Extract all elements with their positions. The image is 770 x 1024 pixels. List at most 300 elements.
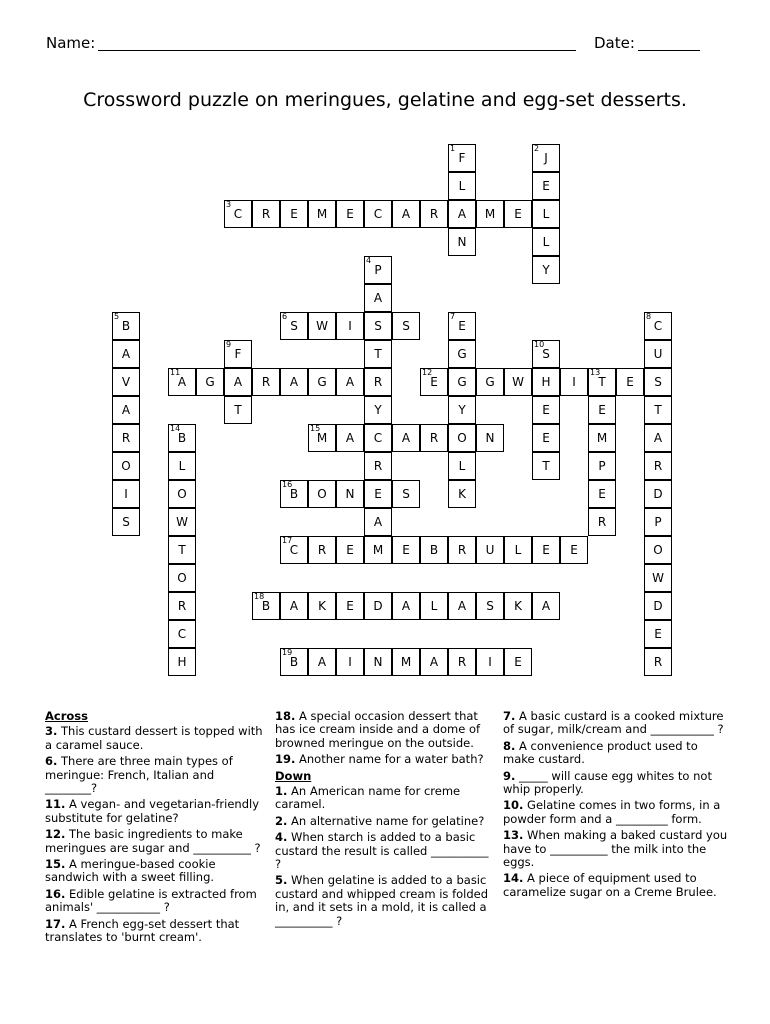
grid-cell[interactable] xyxy=(308,480,336,508)
cell-letter: D xyxy=(653,599,663,613)
grid-cell[interactable] xyxy=(112,396,140,424)
cell-letter: O xyxy=(457,431,467,445)
clue-down-5: 5. When gelatine is added to a basic custard and whipped cream is folded in, and it sets in a mold, it is called a __________ ? xyxy=(275,873,489,928)
cell-letter: E xyxy=(542,431,550,445)
grid-cell[interactable] xyxy=(196,368,224,396)
grid-cell[interactable] xyxy=(532,228,560,256)
grid-cell[interactable] xyxy=(532,172,560,200)
grid-cell[interactable] xyxy=(308,368,336,396)
grid-cell[interactable] xyxy=(364,312,392,340)
grid-cell[interactable] xyxy=(392,592,420,620)
grid-cell[interactable] xyxy=(308,536,336,564)
grid-cell[interactable] xyxy=(364,536,392,564)
cell-letter: B xyxy=(289,655,299,669)
cell-letter: Y xyxy=(374,403,382,417)
cell-letter: K xyxy=(458,487,466,501)
grid-cell[interactable] xyxy=(476,424,504,452)
cell-letter: R xyxy=(261,375,271,389)
grid-cell[interactable] xyxy=(448,592,476,620)
cell-letter: G xyxy=(205,375,215,389)
cell-letter: E xyxy=(374,487,382,501)
grid-cell[interactable] xyxy=(364,340,392,368)
cell-letter: E xyxy=(514,655,522,669)
grid-cell[interactable] xyxy=(420,592,448,620)
grid-cell[interactable] xyxy=(476,368,504,396)
clue-number: 10 xyxy=(534,340,545,349)
grid-cell[interactable] xyxy=(280,536,308,564)
cell-letter: L xyxy=(542,235,550,249)
cell-letter: L xyxy=(458,459,466,473)
grid-cell[interactable] xyxy=(112,340,140,368)
across-heading: Across xyxy=(45,709,88,723)
cell-letter: C xyxy=(653,319,663,333)
cell-letter: R xyxy=(121,431,131,445)
cell-letter: I xyxy=(348,319,352,333)
clue-down-2: 2. An alternative name for gelatine? xyxy=(275,813,485,828)
grid-cell[interactable] xyxy=(168,452,196,480)
cell-letter: O xyxy=(177,487,187,501)
cell-letter: L xyxy=(542,207,550,221)
cell-letter: M xyxy=(400,655,412,669)
grid-cell[interactable] xyxy=(364,284,392,312)
clue-number: 11 xyxy=(170,368,181,377)
cell-letter: M xyxy=(484,207,496,221)
cell-letter: E xyxy=(514,207,522,221)
cell-letter: R xyxy=(373,459,383,473)
cell-letter: A xyxy=(345,431,355,445)
grid-cell[interactable] xyxy=(280,200,308,228)
cell-letter: E xyxy=(626,375,634,389)
grid-cell[interactable] xyxy=(588,368,616,396)
grid-cell[interactable] xyxy=(168,368,196,396)
grid-cell[interactable] xyxy=(504,648,532,676)
clue-number: 16 xyxy=(282,480,293,489)
grid-cell[interactable] xyxy=(420,424,448,452)
cell-letter: E xyxy=(402,543,410,557)
grid-cell[interactable] xyxy=(112,480,140,508)
grid-cell[interactable] xyxy=(168,424,196,452)
grid-cell[interactable] xyxy=(392,480,420,508)
cell-letter: M xyxy=(372,543,384,557)
grid-cell[interactable] xyxy=(588,452,616,480)
grid-cell[interactable] xyxy=(532,200,560,228)
grid-cell[interactable] xyxy=(644,424,672,452)
grid-cell[interactable] xyxy=(420,200,448,228)
cell-letter: H xyxy=(541,375,551,389)
cell-letter: A xyxy=(401,431,411,445)
grid-cell[interactable] xyxy=(280,648,308,676)
cell-letter: E xyxy=(570,543,578,557)
grid-cell[interactable] xyxy=(308,200,336,228)
cell-letter: R xyxy=(429,207,439,221)
cell-letter: R xyxy=(597,515,607,529)
cell-letter: I xyxy=(124,487,128,501)
clue-number: 8 xyxy=(646,312,652,321)
cell-letter: E xyxy=(346,543,354,557)
clue-number: 4 xyxy=(366,256,372,265)
cell-letter: R xyxy=(373,375,383,389)
grid-cell[interactable] xyxy=(308,648,336,676)
grid-cell[interactable] xyxy=(644,564,672,592)
cell-letter: A xyxy=(401,207,411,221)
cell-letter: K xyxy=(514,599,522,613)
cell-letter: S xyxy=(374,319,382,333)
grid-cell[interactable] xyxy=(448,144,476,172)
cell-letter: C xyxy=(289,543,299,557)
grid-cell[interactable] xyxy=(112,368,140,396)
cell-letter: I xyxy=(572,375,576,389)
grid-cell[interactable] xyxy=(392,648,420,676)
grid-cell[interactable] xyxy=(448,536,476,564)
grid-cell[interactable] xyxy=(252,592,280,620)
grid-cell[interactable] xyxy=(476,200,504,228)
grid-cell[interactable] xyxy=(644,536,672,564)
clue-number: 12 xyxy=(422,368,433,377)
grid-cell[interactable] xyxy=(392,312,420,340)
clue-across-6: 6. There are three main types of meringue: French, Italian and ________? xyxy=(45,754,233,796)
cell-letter: E xyxy=(542,403,550,417)
clue-number: 9 xyxy=(226,340,232,349)
clues-column-3 xyxy=(503,710,728,902)
grid-cell[interactable] xyxy=(448,480,476,508)
grid-cell[interactable] xyxy=(168,564,196,592)
grid-cell[interactable] xyxy=(112,424,140,452)
cell-letter: R xyxy=(429,431,439,445)
grid-cell[interactable] xyxy=(532,340,560,368)
cell-letter: P xyxy=(374,263,382,277)
grid-cell[interactable] xyxy=(308,312,336,340)
grid-cell[interactable] xyxy=(364,368,392,396)
clues-column-1 xyxy=(45,710,267,948)
cell-letter: I xyxy=(348,655,352,669)
grid-cell[interactable] xyxy=(336,200,364,228)
cell-letter: S xyxy=(542,347,550,361)
cell-letter: E xyxy=(654,627,662,641)
grid-cell[interactable] xyxy=(112,312,140,340)
cell-letter: S xyxy=(402,319,410,333)
grid-cell[interactable] xyxy=(588,480,616,508)
grid-cell[interactable] xyxy=(504,368,532,396)
clue-number: 17 xyxy=(282,536,293,545)
cell-letter: C xyxy=(373,431,383,445)
cell-letter: F xyxy=(234,347,242,361)
grid-cell[interactable] xyxy=(168,480,196,508)
cell-letter: L xyxy=(178,459,186,473)
clue-down-4: 4. When starch is added to a basic custard the result is called __________ ? xyxy=(275,830,489,872)
cell-letter: Y xyxy=(458,403,466,417)
cell-letter: T xyxy=(234,403,242,417)
grid-cell[interactable] xyxy=(392,536,420,564)
grid-cell[interactable] xyxy=(532,368,560,396)
cell-letter: T xyxy=(598,375,606,389)
clue-across-11: 11. A vegan- and vegetarian-friendly substitute for gelatine? xyxy=(45,797,260,825)
cell-letter: G xyxy=(317,375,327,389)
cell-letter: A xyxy=(177,375,187,389)
cell-letter: W xyxy=(176,515,188,529)
grid-cell[interactable] xyxy=(644,312,672,340)
cell-letter: A xyxy=(317,655,327,669)
grid-cell[interactable] xyxy=(588,424,616,452)
grid-cell[interactable] xyxy=(644,340,672,368)
grid-cell[interactable] xyxy=(336,312,364,340)
grid-cell[interactable] xyxy=(280,368,308,396)
cell-letter: R xyxy=(317,543,327,557)
cell-letter: G xyxy=(457,347,467,361)
grid-cell[interactable] xyxy=(644,480,672,508)
grid-cell[interactable] xyxy=(504,200,532,228)
clue-across-17: 17. A French egg-set dessert that translates to 'burnt cream'. xyxy=(45,916,240,945)
grid-cell[interactable] xyxy=(364,648,392,676)
grid-cell[interactable] xyxy=(112,508,140,536)
grid-cell[interactable] xyxy=(448,368,476,396)
grid-cell[interactable] xyxy=(280,480,308,508)
grid-cell[interactable] xyxy=(448,452,476,480)
cell-letter: E xyxy=(542,543,550,557)
cell-letter: T xyxy=(178,543,186,557)
cell-letter: T xyxy=(654,403,662,417)
grid-cell[interactable] xyxy=(532,424,560,452)
grid-cell[interactable] xyxy=(224,200,252,228)
grid-cell[interactable] xyxy=(532,536,560,564)
grid-cell[interactable] xyxy=(392,424,420,452)
grid-cell[interactable] xyxy=(476,592,504,620)
grid-cell[interactable] xyxy=(252,368,280,396)
cell-letter: D xyxy=(373,599,383,613)
cell-letter: S xyxy=(486,599,494,613)
clue-number: 19 xyxy=(282,648,293,657)
grid-cell[interactable] xyxy=(504,592,532,620)
cell-letter: C xyxy=(177,627,187,641)
grid-cell[interactable] xyxy=(364,452,392,480)
grid-cell[interactable] xyxy=(336,592,364,620)
cell-letter: U xyxy=(485,543,495,557)
cell-letter: P xyxy=(654,515,662,529)
cell-letter: D xyxy=(653,487,663,501)
cell-letter: R xyxy=(653,655,663,669)
cell-letter: G xyxy=(457,375,467,389)
grid-cell[interactable] xyxy=(476,648,504,676)
cell-letter: M xyxy=(596,431,608,445)
cell-letter: S xyxy=(654,375,662,389)
clue-number: 2 xyxy=(534,144,540,153)
cell-letter: J xyxy=(544,151,548,165)
grid-cell[interactable] xyxy=(504,536,532,564)
clue-across-18: 18. A special occasion dessert that has ice cream inside and a dome of browned meringue on the outside. xyxy=(275,709,481,750)
cell-letter: C xyxy=(373,207,383,221)
cell-letter: A xyxy=(457,207,467,221)
grid-cell[interactable] xyxy=(364,396,392,424)
page-title: Crossword puzzle on meringues, gelatine and egg-set desserts. xyxy=(83,89,687,111)
cell-letter: E xyxy=(598,487,606,501)
clue-across-12: 12. The basic ingredients to make meringues are sugar and __________ ? xyxy=(45,827,261,855)
grid-cell[interactable] xyxy=(364,200,392,228)
grid-cell[interactable] xyxy=(616,368,644,396)
grid-cell[interactable] xyxy=(224,368,252,396)
clue-number: 6 xyxy=(282,312,288,321)
grid-cell[interactable] xyxy=(448,172,476,200)
grid-cell[interactable] xyxy=(336,480,364,508)
clue-across-3: 3. This custard dessert is topped with a caramel sauce. xyxy=(45,724,263,752)
cell-letter: A xyxy=(121,403,131,417)
cell-letter: O xyxy=(177,571,187,585)
grid-cell[interactable] xyxy=(448,340,476,368)
grid-cell[interactable] xyxy=(336,368,364,396)
grid-cell[interactable] xyxy=(644,620,672,648)
cell-letter: K xyxy=(318,599,326,613)
cell-letter: A xyxy=(541,599,551,613)
clue-number: 14 xyxy=(170,424,181,433)
cell-letter: E xyxy=(458,319,466,333)
cell-letter: A xyxy=(373,515,383,529)
cell-letter: A xyxy=(345,375,355,389)
clue-down-8: 8. A convenience product used to make custard. xyxy=(503,738,698,767)
cell-letter: R xyxy=(261,207,271,221)
grid-cell[interactable] xyxy=(364,424,392,452)
cell-letter: S xyxy=(290,319,298,333)
grid-cell[interactable] xyxy=(448,648,476,676)
grid-cell[interactable] xyxy=(364,508,392,536)
cell-letter: B xyxy=(429,543,439,557)
grid-cell[interactable] xyxy=(364,480,392,508)
cell-letter: O xyxy=(317,487,327,501)
grid-cell[interactable] xyxy=(532,256,560,284)
grid-cell[interactable] xyxy=(420,368,448,396)
grid-cell[interactable] xyxy=(448,396,476,424)
grid-cell[interactable] xyxy=(280,592,308,620)
grid-cell[interactable] xyxy=(224,340,252,368)
cell-letter: W xyxy=(652,571,664,585)
cell-letter: T xyxy=(374,347,382,361)
cell-letter: A xyxy=(373,291,383,305)
grid-cell[interactable] xyxy=(532,396,560,424)
grid-cell[interactable] xyxy=(168,620,196,648)
grid-cell[interactable] xyxy=(644,508,672,536)
cell-letter: M xyxy=(316,431,328,445)
cell-letter: L xyxy=(458,179,466,193)
cell-letter: W xyxy=(512,375,524,389)
grid-cell[interactable] xyxy=(420,536,448,564)
grid-cell[interactable] xyxy=(588,508,616,536)
cell-letter: U xyxy=(653,347,663,361)
down-heading: Down xyxy=(275,768,312,783)
cell-letter: L xyxy=(430,599,438,613)
grid-cell[interactable] xyxy=(336,648,364,676)
grid-cell[interactable] xyxy=(308,424,336,452)
cell-letter: B xyxy=(261,599,271,613)
clue-number: 5 xyxy=(114,312,120,321)
cell-letter: C xyxy=(233,207,243,221)
cell-letter: B xyxy=(289,487,299,501)
cell-letter: A xyxy=(401,599,411,613)
cell-letter: E xyxy=(290,207,298,221)
grid-cell[interactable] xyxy=(448,424,476,452)
cell-letter: S xyxy=(402,487,410,501)
cell-letter: R xyxy=(653,459,663,473)
cell-letter: B xyxy=(177,431,187,445)
cell-letter: A xyxy=(457,599,467,613)
clue-number: 13 xyxy=(590,368,601,377)
grid-cell[interactable] xyxy=(112,452,140,480)
cell-letter: N xyxy=(457,235,467,249)
cell-letter: B xyxy=(121,319,131,333)
grid-cell[interactable] xyxy=(644,648,672,676)
grid-cell[interactable] xyxy=(532,592,560,620)
cell-letter: I xyxy=(488,655,492,669)
cell-letter: A xyxy=(233,375,243,389)
grid-cell[interactable] xyxy=(308,592,336,620)
cell-letter: E xyxy=(598,403,606,417)
grid-cell[interactable] xyxy=(364,592,392,620)
grid-cell[interactable] xyxy=(364,256,392,284)
cell-letter: L xyxy=(514,543,522,557)
clue-across-15: 15. A meringue-based cookie sandwich with a sweet filling. xyxy=(45,857,216,885)
clue-number: 15 xyxy=(310,424,321,433)
grid-cell[interactable] xyxy=(336,424,364,452)
cell-letter: O xyxy=(653,543,663,557)
cell-letter: N xyxy=(373,655,383,669)
grid-cell[interactable] xyxy=(280,312,308,340)
cell-letter: P xyxy=(598,459,606,473)
date-label: Date: xyxy=(594,34,635,52)
grid-cell[interactable] xyxy=(168,508,196,536)
grid-cell[interactable] xyxy=(448,228,476,256)
clue-down-7: 7. A basic custard is a cooked mixture of sugar, milk/cream and ___________ ? xyxy=(503,709,724,737)
cell-letter: E xyxy=(346,207,354,221)
grid-cell[interactable] xyxy=(560,536,588,564)
cell-letter: F xyxy=(458,151,466,165)
cell-letter: S xyxy=(122,515,130,529)
grid-cell[interactable] xyxy=(532,144,560,172)
clue-down-10: 10. Gelatine comes in two forms, in a powder form and a _________ form. xyxy=(503,798,721,826)
clues-column-2 xyxy=(275,710,490,931)
cell-letter: E xyxy=(542,179,550,193)
cell-letter: N xyxy=(345,487,355,501)
grid-cell[interactable] xyxy=(168,536,196,564)
grid-cell[interactable] xyxy=(420,648,448,676)
grid-cell[interactable] xyxy=(644,396,672,424)
cell-letter: M xyxy=(316,207,328,221)
cell-letter: H xyxy=(177,655,187,669)
clue-across-19: 19. Another name for a water bath? xyxy=(275,752,484,767)
grid-cell[interactable] xyxy=(560,368,588,396)
grid-cell[interactable] xyxy=(448,312,476,340)
grid-cell[interactable] xyxy=(252,200,280,228)
grid-cell[interactable] xyxy=(588,396,616,424)
grid-cell[interactable] xyxy=(476,536,504,564)
grid-cell[interactable] xyxy=(644,592,672,620)
cell-letter: N xyxy=(485,431,495,445)
grid-cell[interactable] xyxy=(168,648,196,676)
clue-down-1: 1. An American name for creme caramel. xyxy=(275,784,461,812)
grid-cell[interactable] xyxy=(168,592,196,620)
grid-cell[interactable] xyxy=(644,368,672,396)
name-label: Name: xyxy=(46,34,96,52)
grid-cell[interactable] xyxy=(448,200,476,228)
cell-letter: A xyxy=(289,375,299,389)
grid-cell[interactable] xyxy=(392,200,420,228)
grid-cell[interactable] xyxy=(644,452,672,480)
grid-cell[interactable] xyxy=(336,536,364,564)
grid-cell[interactable] xyxy=(532,452,560,480)
clue-down-9: 9. _____ will cause egg whites to not whip properly. xyxy=(503,768,712,797)
cell-letter: E xyxy=(430,375,438,389)
clue-number: 7 xyxy=(450,312,456,321)
cell-letter: R xyxy=(457,655,467,669)
clue-number: 18 xyxy=(254,592,265,601)
grid-cell[interactable] xyxy=(224,396,252,424)
cell-letter: O xyxy=(121,459,131,473)
clue-across-16: 16. Edible gelatine is extracted from animals' ___________ ? xyxy=(45,886,257,915)
